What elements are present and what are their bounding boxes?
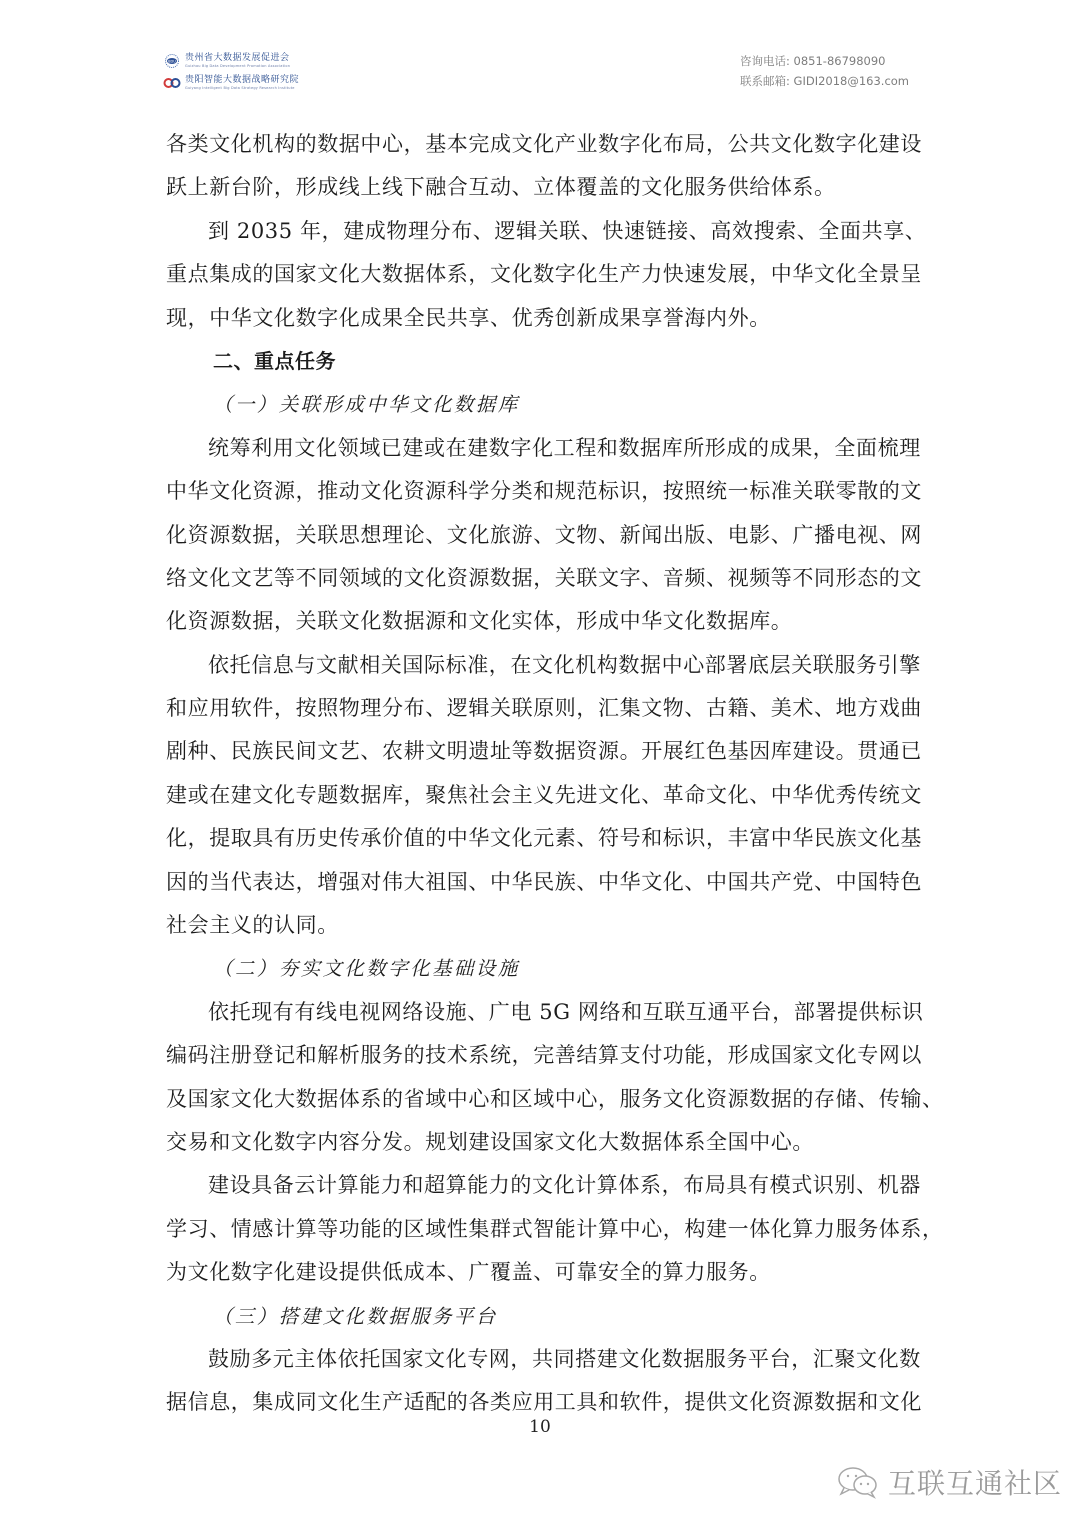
text-line: 建设具备云计算能力和超算能力的文化计算体系，布局具有模式识别、机器 [208, 1173, 921, 1198]
logo-association [163, 50, 363, 72]
institute-name-en: Guiyang Intelligent Big Data Strategy Research Institute [185, 85, 295, 90]
page-number: 10 [529, 1417, 551, 1437]
text-line: 统筹利用文化领域已建或在建数字化工程和数据库所形成的成果，全面梳理 [208, 435, 921, 460]
email-label: 联系邮箱: [740, 74, 790, 88]
institute-logo-icon [163, 75, 181, 91]
text-line: 各类文化机构的数据中心，基本完成文化产业数字化布局，公共文化数字化建设 [166, 132, 922, 156]
text-line: 为文化数字化建设提供低成本、广覆盖、可靠安全的算力服务。 [166, 1260, 771, 1285]
institute-name-cn: 贵阳智能大数据战略研究院 [185, 74, 300, 85]
logo-institute [163, 72, 363, 94]
text-line: 学习、情感计算等功能的区域性集群式智能计算中心，构建一体化算力服务体系， [166, 1216, 944, 1241]
watermark-text: 互联互通社区 [888, 1467, 1063, 1500]
section-heading: 二、重点任务 [213, 348, 336, 373]
association-name-en: Guizhou Big Data Development Promotion Association [185, 63, 291, 68]
contact-info [740, 51, 909, 91]
text-line: 中华文化资源，推动文化资源科学分类和规范标识，按照统一标准关联零散的文 [166, 479, 922, 504]
text-line: 络文化文艺等不同领域的文化资源数据，关联文字、音频、视频等不同形态的文 [166, 565, 922, 590]
text-line: 化资源数据，关联思想理论、文化旅游、文物、新闻出版、电影、广播电视、网 [166, 522, 922, 547]
logo-block [163, 50, 363, 94]
text-line: 鼓励多元主体依托国家文化专网，共同搭建文化数据服务平台，汇聚文化数 [208, 1346, 921, 1371]
text-line: 到 2035 年，建成物理分布、逻辑关联、快速链接、高效搜索、全面共享、 [208, 218, 927, 243]
text-line: 现，中华文化数字化成果全民共享、优秀创新成果享誉海内外。 [166, 305, 771, 330]
text-line: 和应用软件，按照物理分布、逻辑关联原则，汇集文物、古籍、美术、地方戏曲 [166, 696, 922, 721]
email-row [740, 71, 909, 91]
text-line: 编码注册登记和解析服务的技术系统，完善结算支付功能，形成国家文化专网以 [166, 1043, 922, 1068]
association-logo-icon [163, 53, 181, 69]
text-line: 社会主义的认同。 [166, 913, 339, 938]
subsection-heading: （二）夯实文化数字化基础设施 [213, 957, 520, 981]
text-line: 剧种、民族民间文艺、农耕文明遗址等数据资源。开展红色基因库建设。贯通已 [166, 739, 922, 764]
text-line: 因的当代表达，增强对伟大祖国、中华民族、中华文化、中国共产党、中国特色 [166, 869, 922, 894]
text-line: 跃上新台阶，形成线上线下融合互动、立体覆盖的文化服务供给体系。 [166, 175, 836, 200]
document-body [166, 123, 944, 1425]
text-line: 及国家文化大数据体系的省域中心和区域中心，服务文化资源数据的存储、传输、 [166, 1086, 944, 1111]
text-line: 化资源数据，关联文化数据源和文化实体，形成中华文化数据库。 [166, 609, 793, 634]
text-line: 重点集成的国家文化大数据体系，文化数字化生产力快速发展，中华文化全景呈 [166, 262, 922, 287]
wechat-icon [836, 1465, 882, 1499]
email-address: GIDI2018@163.com [793, 74, 910, 88]
watermark [836, 1462, 1062, 1502]
text-line: 据信息，集成同文化生产适配的各类应用工具和软件，提供文化资源数据和文化 [166, 1390, 922, 1415]
text-line: 化，提取具有历史传承价值的中华文化元素、符号和标识，丰富中华民族文化基 [166, 826, 922, 851]
text-line: 依托现有有线电视网络设施、广电 5G 网络和互联互通平台，部署提供标识 [208, 999, 924, 1024]
subsection-heading: （三）搭建文化数据服务平台 [213, 1304, 498, 1328]
page-header [0, 0, 1080, 110]
text-line: 建或在建文化专题数据库，聚焦社会主义先进文化、革命文化、中华优秀传统文 [166, 782, 922, 807]
text-line: 依托信息与文献相关国际标准，在文化机构数据中心部署底层关联服务引擎 [208, 652, 921, 677]
phone-number: 0851-86798090 [793, 54, 886, 68]
association-name-cn: 贵州省大数据发展促进会 [185, 52, 290, 63]
subsection-heading: （一）关联形成中华文化数据库 [213, 393, 520, 417]
text-line: 交易和文化数字内容分发。规划建设国家文化大数据体系全国中心。 [166, 1129, 814, 1154]
svg-text:BDU: BDU [168, 59, 176, 64]
phone-label: 咨询电话: [740, 54, 790, 68]
phone-row [740, 51, 909, 71]
